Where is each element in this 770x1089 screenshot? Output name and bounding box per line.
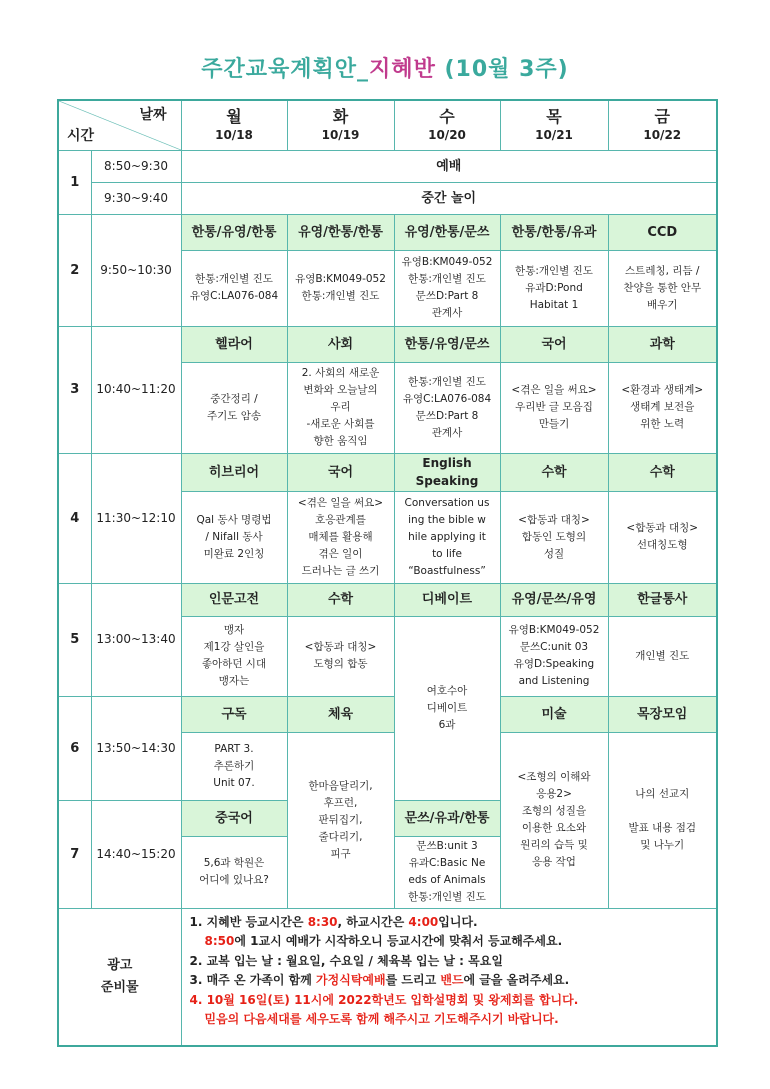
content-line: 유영B:KM049-052 xyxy=(401,256,493,268)
period-7-time: 14:40~15:20 xyxy=(91,800,181,908)
content-line: 관계사 xyxy=(431,307,463,319)
period-4-time: 11:30~12:10 xyxy=(91,453,181,583)
day-name: 금 xyxy=(654,106,670,126)
content-line: 합동인 도형의 xyxy=(521,530,587,543)
header-corner xyxy=(58,100,181,150)
page-title xyxy=(0,52,770,83)
content-line: 맹자 xyxy=(223,624,245,636)
content-cell xyxy=(287,491,394,583)
header-day-wed xyxy=(394,100,500,150)
content-line: / Nifall 동사 xyxy=(205,530,263,543)
subject-cell: 한통/유영/한통 xyxy=(181,214,287,250)
content-line: 피구 xyxy=(330,847,351,860)
content-line: 줄다리기, xyxy=(318,830,363,843)
content-cell xyxy=(181,491,287,583)
content-line: 6과 xyxy=(438,718,456,731)
content-cell xyxy=(181,616,287,696)
content-line: 관계사 xyxy=(431,426,463,439)
subject-cell: 한글통사 xyxy=(608,583,717,616)
content-line: and Listening xyxy=(518,675,590,687)
content-line: 문쓰D:Part 8 xyxy=(415,290,479,302)
subject-cell: 국어 xyxy=(287,453,394,491)
content-line: 유영B:KM049-052 xyxy=(295,273,386,285)
content-line: 위한 노력 xyxy=(640,418,685,430)
content-line: 성질 xyxy=(543,547,565,560)
content-line: 우리반 글 모음집 xyxy=(515,401,593,413)
content-cell xyxy=(181,362,287,453)
notice-label-supplies: 준비물 xyxy=(100,979,139,995)
content-cell xyxy=(394,836,500,908)
subject-cell: 유영/한통/한통 xyxy=(287,214,394,250)
subject-cell: English Speaking xyxy=(394,453,500,491)
content-cell xyxy=(287,250,394,326)
subject-cell: CCD xyxy=(608,214,717,250)
subject-cell: 인문고전 xyxy=(181,583,287,616)
content-line: 유영C:LA076-084 xyxy=(189,290,279,302)
content-line: 겪은 일이 xyxy=(318,547,363,560)
day-date: 10/19 xyxy=(321,127,360,142)
period-6-number: 6 xyxy=(58,696,91,800)
content-line: Qal 동사 명령법 xyxy=(196,513,272,526)
content-line: <합동과 대칭> xyxy=(304,641,377,653)
content-line: 발표 내용 점검 xyxy=(628,822,697,834)
title-week: (10월 3주) xyxy=(435,57,569,82)
content-line: 매체를 활용해 xyxy=(308,530,373,543)
notice-line-5: 4. 10월 16일(토) 11시에 2022학년도 입학설명회 및 왕제회를 합니다. xyxy=(189,992,579,1007)
content-line: 5,6과 학원은 xyxy=(203,857,265,869)
period-1-time-b: 9:30~9:40 xyxy=(91,182,181,214)
notice-line-2: 8:50에 1교시 예배가 시작하오니 등교시간에 맞춰서 등교해주세요. xyxy=(204,934,563,948)
content-line: Conversation us xyxy=(404,496,490,509)
content-line: 드러나는 글 쓰기 xyxy=(301,564,380,577)
header-day-mon xyxy=(181,100,287,150)
content-line: 한통:개인별 진도 xyxy=(301,290,380,302)
content-line: 생태계 보전을 xyxy=(630,401,695,413)
content-line: 선대칭도형 xyxy=(636,539,688,551)
corner-date-label: 날짜 xyxy=(139,107,167,123)
content-line: eds of Animals xyxy=(408,874,486,886)
title-main: 주간교육계획안_ xyxy=(201,57,370,82)
subject-cell: 목장모임 xyxy=(608,696,717,732)
content-line: 2. 사회의 새로운 xyxy=(301,367,380,379)
content-line: 유과D:Pond xyxy=(525,281,583,294)
subject-cell: 미술 xyxy=(500,696,608,732)
notice-line-6: 믿음의 다음세대를 세우도록 함께 해주시고 기도해주시기 바랍니다. xyxy=(204,1012,559,1026)
period-5-time: 13:00~13:40 xyxy=(91,583,181,696)
content-line: 스트레칭, 리듬 / xyxy=(625,264,700,277)
subject-cell: 사회 xyxy=(287,326,394,362)
content-line: “Boastfulness” xyxy=(408,564,486,577)
content-line: 좋아하던 시대 xyxy=(201,658,267,670)
content-cell xyxy=(500,616,608,696)
content-line: 유과C:Basic Ne xyxy=(408,857,486,869)
content-line: 우리 xyxy=(330,401,351,413)
content-cell xyxy=(394,362,500,453)
content-line: <겪은 일을 써요> xyxy=(297,496,384,509)
subject-cell: 수학 xyxy=(500,453,608,491)
content-cell xyxy=(394,250,500,326)
content-line: <합동과 대칭> xyxy=(518,513,590,526)
weekly-plan-table xyxy=(57,99,718,1047)
content-line: 한통:개인별 진도 xyxy=(408,375,486,388)
content-line: 배우기 xyxy=(647,298,678,311)
period-5-number: 5 xyxy=(58,583,91,696)
period-4-number: 4 xyxy=(58,453,91,583)
subject-cell: 한통/한통/유과 xyxy=(500,214,608,250)
content-line: Unit 07. xyxy=(213,776,255,789)
day-name: 목 xyxy=(546,106,562,126)
content-line: -새로운 사회를 xyxy=(306,418,375,430)
subject-cell: 구독 xyxy=(181,696,287,732)
content-cell xyxy=(394,491,500,583)
subject-cell: 수학 xyxy=(287,583,394,616)
content-line: <겪은 일을 써요> xyxy=(511,384,597,396)
subject-cell: 국어 xyxy=(500,326,608,362)
content-cell xyxy=(181,250,287,326)
period-1-time-a: 8:50~9:30 xyxy=(91,150,181,182)
content-line: 및 나누기 xyxy=(640,839,685,851)
notice-line-4: 3. 매주 온 가족이 함께 가정식탁예배를 드리고 밴드에 글을 올려주세요. xyxy=(189,973,570,987)
content-line: 유영D:Speaking xyxy=(513,658,595,670)
content-cell xyxy=(181,732,287,800)
subject-cell: 유영/문쓰/유영 xyxy=(500,583,608,616)
day-date: 10/20 xyxy=(428,127,466,142)
content-cell xyxy=(608,491,717,583)
content-line: 맹자는 xyxy=(218,675,250,687)
period-1-break: 중간 놀이 xyxy=(181,182,717,214)
content-line: 응용 작업 xyxy=(532,856,576,868)
day-date: 10/22 xyxy=(643,127,682,142)
content-line: 나의 선교지 xyxy=(635,788,690,800)
corner-time-label: 시간 xyxy=(67,127,95,144)
day-name: 화 xyxy=(332,106,349,126)
content-line: 찬양을 통한 안무 xyxy=(623,281,702,294)
content-line: ing the bible w xyxy=(408,513,486,526)
content-line: 응용2> xyxy=(536,788,572,800)
content-line: 후프런, xyxy=(323,796,358,809)
content-cell xyxy=(608,616,717,696)
subject-cell: 한통/유영/문쓰 xyxy=(394,326,500,362)
day-date: 10/18 xyxy=(215,127,253,142)
header-day-tue xyxy=(287,100,394,150)
art-content-cell xyxy=(500,732,608,908)
period-2-number: 2 xyxy=(58,214,91,326)
period-6-time: 13:50~14:30 xyxy=(91,696,181,800)
debate-content-cell xyxy=(394,616,500,800)
content-line: Habitat 1 xyxy=(529,298,579,311)
subject-cell: 체육 xyxy=(287,696,394,732)
subject-cell: 중국어 xyxy=(181,800,287,836)
content-line: 판뒤집기, xyxy=(318,813,363,826)
header-day-fri xyxy=(608,100,717,150)
subject-cell: 문쓰/유과/한통 xyxy=(394,800,500,836)
content-line: 한통:개인별 진도 xyxy=(195,273,273,285)
day-name: 월 xyxy=(226,106,242,126)
content-line: <환경과 생태계> xyxy=(621,384,704,396)
content-cell xyxy=(287,362,394,453)
notice-line-1: 1. 지혜반 등교시간은 8:30, 하교시간은 4:00입니다. xyxy=(189,914,478,929)
content-cell xyxy=(287,616,394,696)
pe-content-cell xyxy=(287,732,394,908)
content-line: 도형의 합동 xyxy=(313,658,368,670)
period-3-number: 3 xyxy=(58,326,91,453)
content-line: 문쓰C:unit 03 xyxy=(519,641,589,653)
content-line: 어디에 있나요? xyxy=(199,874,269,886)
content-line: to life xyxy=(432,547,462,560)
content-line: <조형의 이해와 xyxy=(517,771,591,783)
subject-cell: 수학 xyxy=(608,453,717,491)
subject-cell: 디베이트 xyxy=(394,583,500,616)
content-line: 한통:개인별 진도 xyxy=(408,273,486,285)
content-cell xyxy=(500,250,608,326)
content-line: 제1강 살인을 xyxy=(203,641,265,653)
content-line: 호응관계를 xyxy=(315,513,366,526)
content-line: 개인별 진도 xyxy=(635,649,690,662)
header-day-thu xyxy=(500,100,608,150)
content-line: 향한 움직임 xyxy=(313,435,368,447)
period-3-time: 10:40~11:20 xyxy=(91,326,181,453)
subject-cell: 유영/한통/문쓰 xyxy=(394,214,500,250)
content-line: 만들기 xyxy=(538,418,570,430)
content-line: <합동과 대칭> xyxy=(626,522,699,534)
content-cell xyxy=(608,362,717,453)
notice-label-ad: 광고 xyxy=(107,957,133,973)
content-line: hile applying it xyxy=(408,530,486,543)
content-line: PART 3. xyxy=(214,742,254,755)
subject-cell: 히브리어 xyxy=(181,453,287,491)
period-1-number: 1 xyxy=(58,150,91,214)
period-2-time: 9:50~10:30 xyxy=(91,214,181,326)
group-content-cell xyxy=(608,732,717,908)
title-class: 지혜반 xyxy=(369,57,436,82)
content-line: 한마음달리기, xyxy=(308,779,373,792)
notice-line-3: 2. 교복 입는 날 : 월요일, 수요일 / 체육복 입는 날 : 목요일 xyxy=(189,953,503,968)
content-line: 조형의 성질을 xyxy=(521,805,587,817)
content-line: 이용한 요소와 xyxy=(521,822,587,834)
content-cell xyxy=(500,491,608,583)
day-name: 수 xyxy=(439,106,455,126)
content-line: 미완료 2인칭 xyxy=(203,547,265,560)
content-line: 원리의 습득 및 xyxy=(520,839,588,851)
day-date: 10/21 xyxy=(535,127,573,142)
content-line: 추론하기 xyxy=(213,759,255,772)
subject-cell: 과학 xyxy=(608,326,717,362)
content-line: 한통:개인별 진도 xyxy=(515,264,593,277)
content-line: 유영B:KM049-052 xyxy=(508,624,600,636)
content-line: 변화와 오늘날의 xyxy=(303,384,378,396)
content-cell xyxy=(500,362,608,453)
content-line: 주기도 암송 xyxy=(206,409,262,422)
content-cell xyxy=(181,836,287,908)
period-1-worship: 예배 xyxy=(181,150,717,182)
period-7-number: 7 xyxy=(58,800,91,908)
content-line: 문쓰D:Part 8 xyxy=(415,409,479,422)
content-line: 문쓰B:unit 3 xyxy=(416,840,478,852)
content-line: 한통:개인별 진도 xyxy=(408,891,486,903)
content-line: 디베이트 xyxy=(426,701,468,714)
notice-content xyxy=(181,908,717,1046)
content-line: 여호수아 xyxy=(426,684,468,697)
notice-label xyxy=(58,908,181,1046)
content-line: 중간정리 / xyxy=(210,392,258,405)
content-cell xyxy=(608,250,717,326)
content-line: 유영C:LA076-084 xyxy=(402,392,492,405)
subject-cell: 헬라어 xyxy=(181,326,287,362)
